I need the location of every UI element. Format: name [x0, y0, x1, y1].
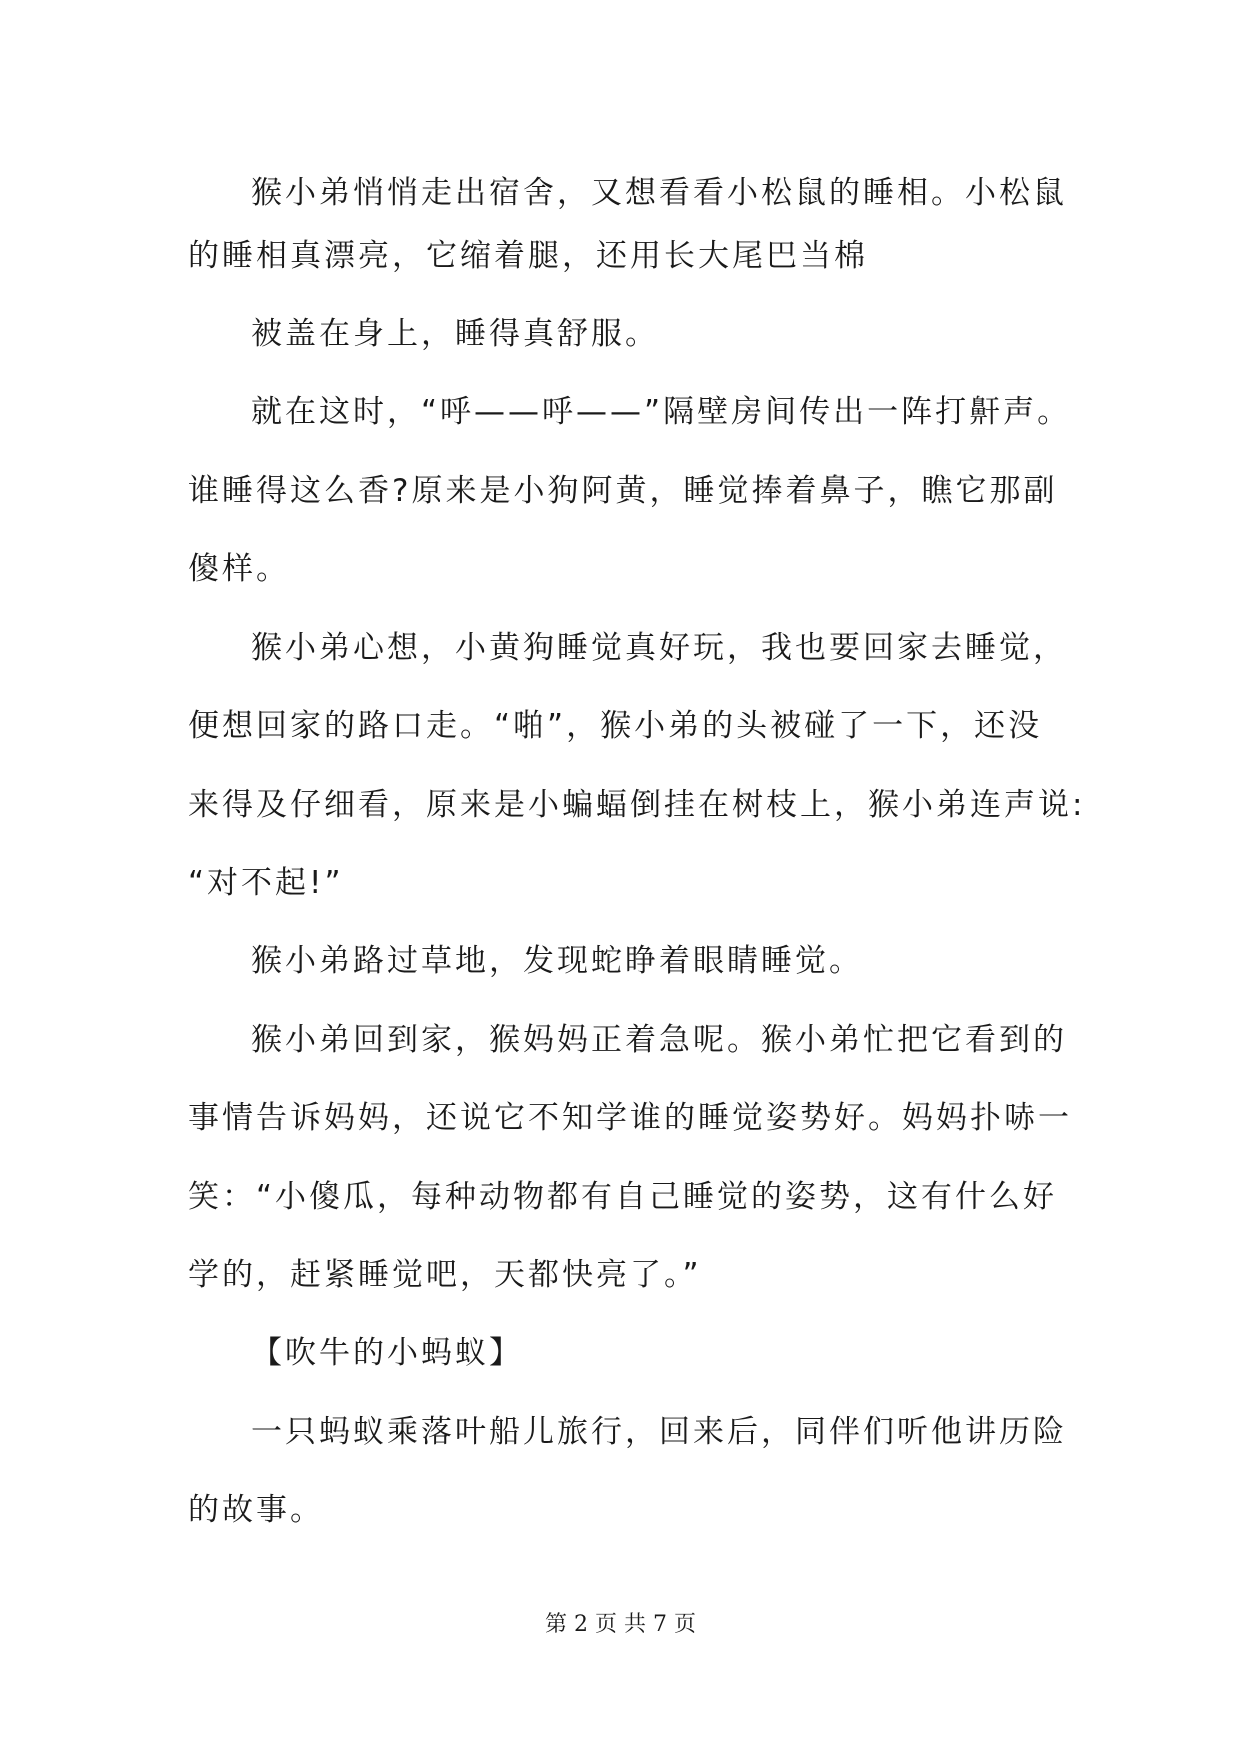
paragraph-line: 猴小弟回到家，猴妈妈正着急呢。猴小弟忙把它看到的 — [251, 1022, 1067, 1058]
paragraph-line: 来得及仔细看，原来是小蝙蝠倒挂在树枝上，猴小弟连声说: — [188, 787, 1086, 823]
paragraph-line: 便想回家的路口走。“啪”，猴小弟的头被碰了一下，还没 — [188, 708, 1043, 744]
paragraph-line: 谁睡得这么香?原来是小狗阿黄，睡觉捧着鼻子，瞧它那副 — [188, 473, 1058, 509]
paragraph-line: 猴小弟路过草地，发现蛇睁着眼睛睡觉。 — [251, 943, 863, 979]
paragraph-line: 猴小弟悄悄走出宿舍，又想看看小松鼠的睡相。小松鼠 — [251, 175, 1067, 211]
page-number-footer: 第 2 页 共 7 页 — [545, 1612, 696, 1637]
paragraph-line: 事情告诉妈妈，还说它不知学谁的睡觉姿势好。妈妈扑哧一 — [188, 1100, 1072, 1136]
paragraph-line: 的睡相真漂亮，它缩着腿，还用长大尾巴当棉 — [188, 238, 868, 274]
paragraph-line: 一只蚂蚁乘落叶船儿旅行，回来后，同伴们听他讲历险 — [251, 1414, 1067, 1450]
paragraph-line: 猴小弟心想，小黄狗睡觉真好玩，我也要回家去睡觉， — [251, 630, 1067, 666]
paragraph-line: 笑：“小傻瓜，每种动物都有自己睡觉的姿势，这有什么好 — [188, 1179, 1058, 1215]
paragraph-line: 傻样。 — [188, 551, 290, 587]
paragraph-line: 学的，赶紧睡觉吧，天都快亮了。” — [188, 1257, 702, 1293]
paragraph-line: “对不起!” — [188, 865, 344, 901]
paragraph-line: 的故事。 — [188, 1492, 324, 1528]
paragraph-line: 被盖在身上，睡得真舒服。 — [251, 316, 659, 352]
paragraph-line: 就在这时，“呼——呼——”隔壁房间传出一阵打鼾声。 — [251, 394, 1072, 430]
section-heading: 【吹牛的小蚂蚁】 — [251, 1335, 523, 1371]
